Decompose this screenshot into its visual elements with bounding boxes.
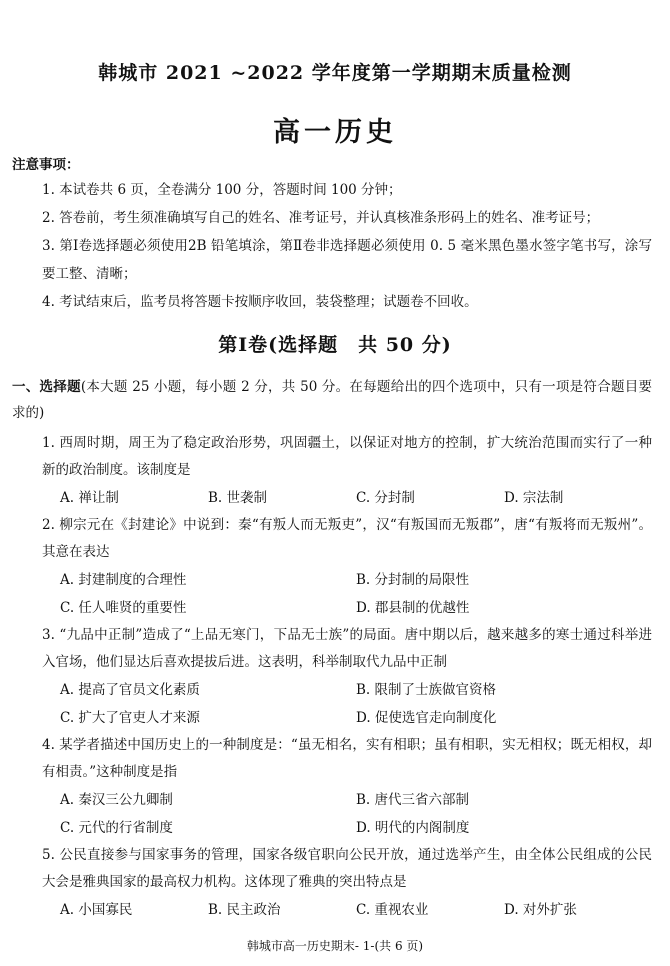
option-list bbox=[12, 676, 652, 732]
question-4 bbox=[12, 732, 652, 842]
option-d[interactable]: D. 对外扩张 bbox=[504, 902, 577, 918]
question-3 bbox=[12, 622, 652, 732]
option-b[interactable]: B. 分封制的局限性 bbox=[356, 572, 470, 588]
question-stem: 4. 某学者描述中国历史上的一种制度是：“虽无相名，实有相职；虽有相职，实无相权；既无相权，却有相责。”这种制度是指 bbox=[42, 737, 652, 780]
subject-title: 高一历史 bbox=[273, 117, 397, 148]
exam-title: 韩城市 2021 ~2022 学年度第一学期期末质量检测 bbox=[98, 62, 572, 84]
option-d[interactable]: D. 促使选官走向制度化 bbox=[356, 710, 497, 726]
option-d[interactable]: D. 宗法制 bbox=[504, 490, 564, 506]
option-c[interactable]: C. 分封制 bbox=[356, 490, 415, 506]
section1-instruction bbox=[12, 374, 652, 426]
question-stem: 1. 西周时期，周王为了稳定政治形势，巩固疆土，以保证对地方的控制，扩大统治范围而实行了一种新的政治制度。该制度是 bbox=[42, 435, 652, 478]
notes-section bbox=[12, 154, 652, 316]
option-list bbox=[12, 566, 652, 622]
question-stem: 5. 公民直接参与国家事务的管理，国家各级官职向公民开放，通过选举产生，由全体公民组成的公民大会是雅典国家的最高权力机构。这体现了雅典的突出特点是 bbox=[42, 847, 652, 890]
question-1 bbox=[12, 430, 652, 512]
option-d[interactable]: D. 明代的内阁制度 bbox=[356, 820, 470, 836]
option-a[interactable]: A. 小国寡民 bbox=[60, 902, 133, 918]
section1-lead: 一、选择题 bbox=[12, 379, 81, 395]
option-a[interactable]: A. 秦汉三公九卿制 bbox=[60, 792, 173, 808]
option-list bbox=[12, 896, 652, 924]
option-b[interactable]: B. 民主政治 bbox=[208, 902, 281, 918]
option-b[interactable]: B. 限制了士族做官资格 bbox=[356, 682, 497, 698]
option-list bbox=[12, 484, 652, 512]
note-item: 1. 本试卷共 6 页，全卷满分 100 分，答题时间 100 分钟； bbox=[42, 182, 402, 198]
part1-heading: 第Ⅰ卷(选择题 共 50 分) bbox=[218, 334, 452, 356]
note-item: 3. 第Ⅰ卷选择题必须使用2B 铅笔填涂，第Ⅱ卷非选择题必须使用 0. 5 毫米黑色墨水签字笔书写，涂写要工整、清晰； bbox=[42, 238, 652, 282]
option-c[interactable]: C. 元代的行省制度 bbox=[60, 820, 173, 836]
note-item: 2. 答卷前，考生须准确填写自己的姓名、准考证号，并认真核准条形码上的姓名、准考证号； bbox=[42, 210, 600, 226]
option-c[interactable]: C. 任人唯贤的重要性 bbox=[60, 600, 187, 616]
question-stem: 3. “九品中正制”造成了“上品无寒门，下品无士族”的局面。唐中期以后，越来越多的寒士通过科举进入官场，他们显达后喜欢提拔后进。这表明，科举制取代九品中正制 bbox=[42, 627, 652, 670]
note-item: 4. 考试结束后，监考员将答题卡按顺序收回，装袋整理；试题卷不回收。 bbox=[42, 294, 478, 310]
option-c[interactable]: C. 扩大了官吏人才来源 bbox=[60, 710, 200, 726]
question-stem: 2. 柳宗元在《封建论》中说到：秦“有叛人而无叛吏”，汉“有叛国而无叛郡”，唐“有叛将而无叛州”。其意在表达 bbox=[42, 517, 652, 560]
page-footer: 韩城市高一历史期末- 1-(共 6 页) bbox=[246, 939, 424, 953]
question-2 bbox=[12, 512, 652, 622]
notes-heading: 注意事项： bbox=[12, 157, 80, 173]
option-a[interactable]: A. 提高了官员文化素质 bbox=[60, 682, 200, 698]
option-list bbox=[12, 786, 652, 842]
question-5 bbox=[12, 842, 652, 924]
option-c[interactable]: C. 重视农业 bbox=[356, 902, 429, 918]
section1-text: (本大题 25 小题，每小题 2 分，共 50 分。在每题给出的四个选项中，只有一项是符合题目要求的) bbox=[12, 379, 653, 421]
option-a[interactable]: A. 禅让制 bbox=[60, 490, 119, 506]
option-d[interactable]: D. 郡县制的优越性 bbox=[356, 600, 470, 616]
option-b[interactable]: B. 唐代三省六部制 bbox=[356, 792, 470, 808]
option-b[interactable]: B. 世袭制 bbox=[208, 490, 268, 506]
option-a[interactable]: A. 封建制度的合理性 bbox=[60, 572, 187, 588]
question-list bbox=[12, 430, 652, 924]
